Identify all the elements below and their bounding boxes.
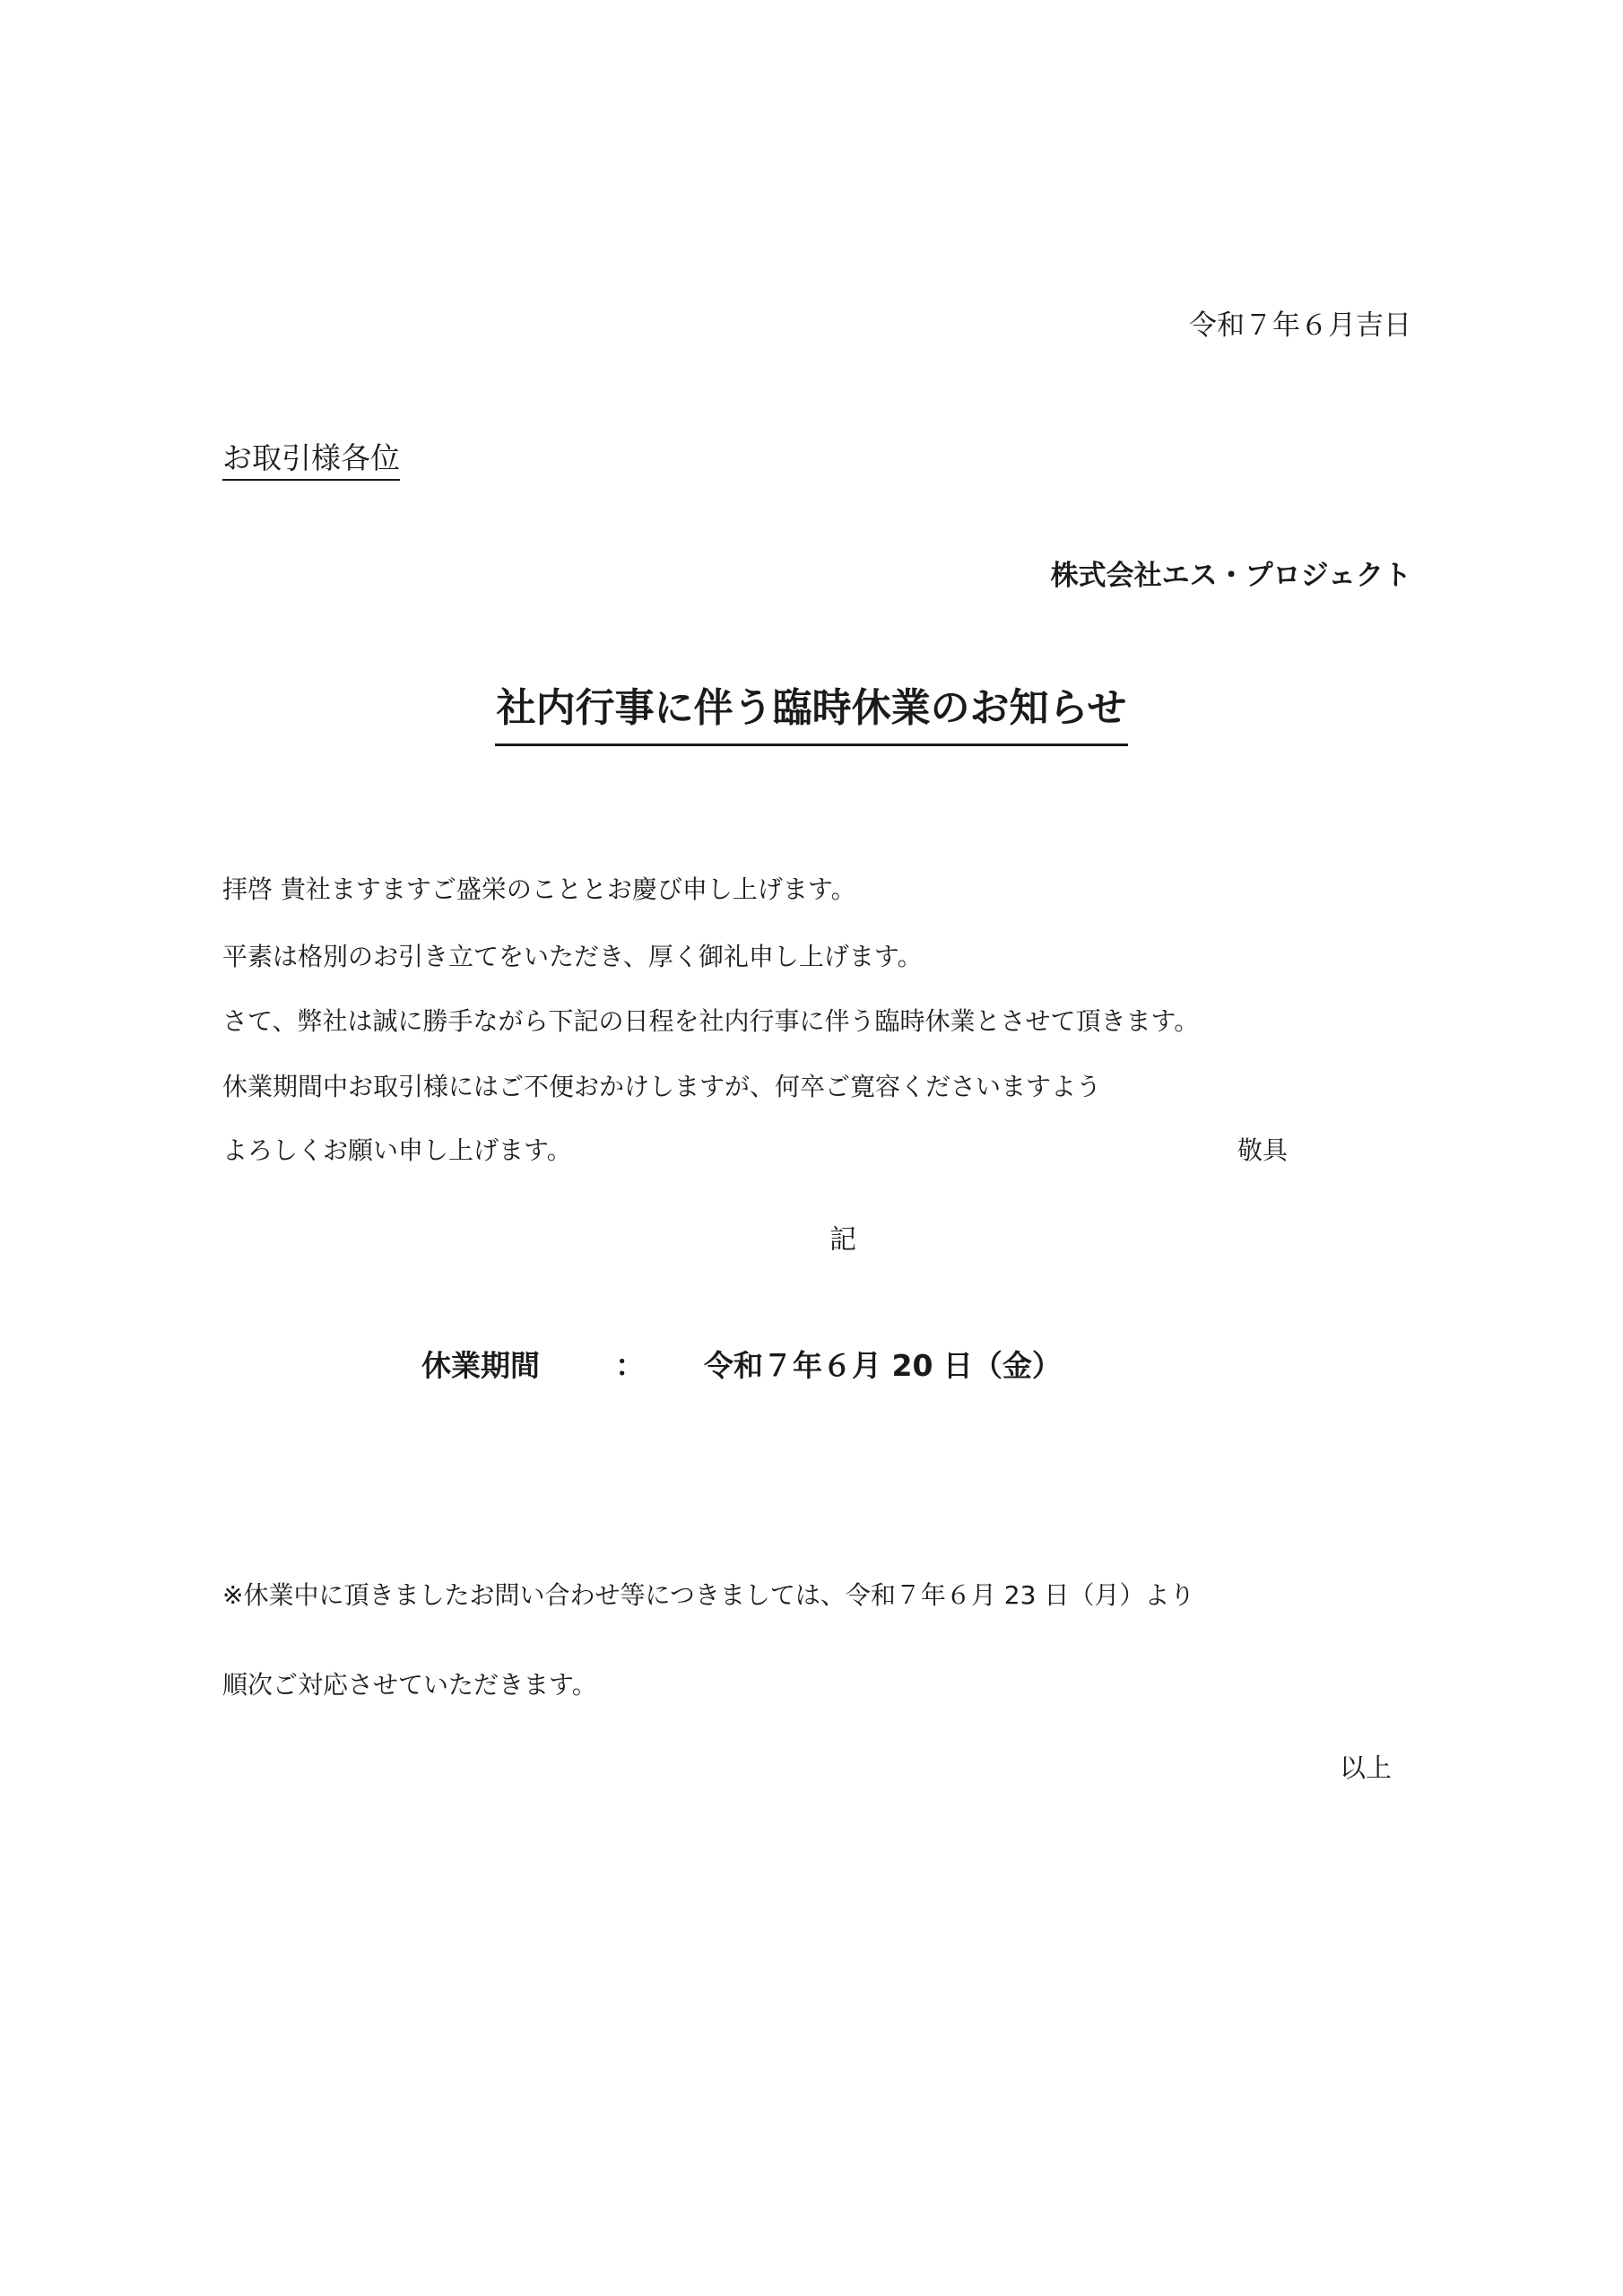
issue-date: 令和７年６月吉日: [1189, 309, 1411, 342]
closure-period-colon: ：: [615, 1348, 645, 1383]
note-line-response: 順次ご対応させていただきます。: [222, 1670, 597, 1700]
closure-period-label: 休業期間: [421, 1348, 540, 1383]
closing-ijou: 以上: [1339, 1752, 1392, 1783]
closure-period-date: 令和７年６月 20 日（金）: [704, 1348, 1062, 1383]
note-line-inquiries: ※休業中に頂きましたお問い合わせ等につきましては、令和７年６月 23 日（月）より: [222, 1580, 1195, 1610]
document-title-text: 社内行事に伴う臨時休業のお知らせ: [495, 685, 1129, 746]
body-line-greeting: 拝啓 貴社ますますご盛栄のこととお慶び申し上げます。: [222, 874, 856, 904]
body-line-request: よろしくお願い申し上げます。: [222, 1135, 572, 1165]
recipient: お取引様各位: [222, 440, 400, 475]
body-line-announcement: さて、弊社は誠に勝手ながら下記の日程を社内行事に伴う臨時休業とさせて頂きます。: [222, 1006, 1200, 1036]
closing-keigu: 敬具: [1237, 1135, 1289, 1165]
document-title: [0, 685, 1623, 746]
sender-company: 株式会社エス・プロジェクト: [1050, 560, 1411, 592]
record-heading: 記: [829, 1224, 856, 1256]
body-line-thanks: 平素は格別のお引き立てをいただき、厚く御礼申し上げます。: [222, 942, 923, 971]
body-line-apology: 休業期間中お取引様にはご不便おかけしますが、何卒ご寛容くださいますよう: [222, 1072, 1102, 1101]
